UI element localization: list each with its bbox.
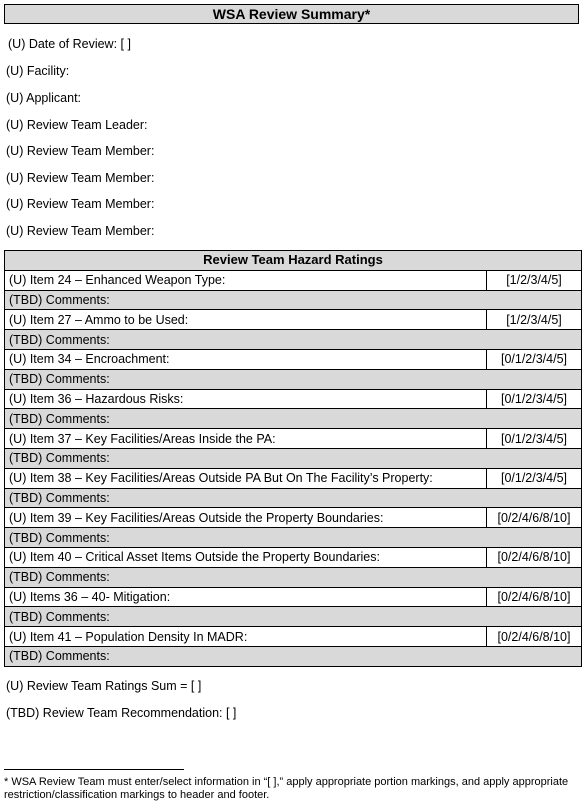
rating-item-label: (U) Item 38 – Key Facilities/Areas Outside PA But On The Facility’s Property: <box>5 468 487 488</box>
rating-row <box>5 270 582 290</box>
hazard-ratings-table <box>4 250 582 667</box>
info-field[interactable]: (U) Applicant: <box>6 91 82 105</box>
rating-row <box>5 547 582 567</box>
comment-field[interactable]: (TBD) Comments: <box>5 567 582 587</box>
comment-field[interactable]: (TBD) Comments: <box>5 607 582 627</box>
rating-scale-select[interactable]: [0/2/4/6/8/10] <box>487 587 582 607</box>
comment-row <box>5 290 582 310</box>
rating-scale-select[interactable]: [0/2/4/6/8/10] <box>487 627 582 647</box>
rating-scale-select[interactable]: [0/1/2/3/4/5] <box>487 389 582 409</box>
info-field[interactable]: (U) Review Team Member: <box>6 144 155 158</box>
ratings-sum-field[interactable]: (U) Review Team Ratings Sum = [ ] <box>6 679 202 693</box>
recommendation-field[interactable]: (TBD) Review Team Recommendation: [ ] <box>6 706 237 720</box>
comment-field[interactable]: (TBD) Comments: <box>5 528 582 548</box>
rating-scale-select[interactable]: [0/2/4/6/8/10] <box>487 508 582 528</box>
comment-field[interactable]: (TBD) Comments: <box>5 409 582 429</box>
info-field[interactable]: (U) Date of Review: [ ] <box>8 37 131 51</box>
info-field[interactable]: (U) Review Team Leader: <box>6 118 148 132</box>
rating-item-label: (U) Item 41 – Population Density In MADR: <box>5 627 487 647</box>
info-field[interactable]: (U) Facility: <box>6 64 70 78</box>
comment-field[interactable]: (TBD) Comments: <box>5 330 582 350</box>
info-field[interactable]: (U) Review Team Member: <box>6 224 155 238</box>
comment-row <box>5 567 582 587</box>
rating-scale-select[interactable]: [0/1/2/3/4/5] <box>487 429 582 449</box>
rating-scale-select[interactable]: [0/2/4/6/8/10] <box>487 547 582 567</box>
footnote-divider <box>4 769 184 770</box>
table-header: Review Team Hazard Ratings <box>5 251 582 271</box>
comment-field[interactable]: (TBD) Comments: <box>5 290 582 310</box>
footnote: * WSA Review Team must enter/select information in “[ ],” apply appropriate portion markings, and apply appropriate restriction/classification markings to header and footer. <box>4 776 569 801</box>
comment-row <box>5 409 582 429</box>
rating-row <box>5 429 582 449</box>
comment-row <box>5 646 582 666</box>
info-field[interactable]: (U) Review Team Member: <box>6 171 155 185</box>
comment-field[interactable]: (TBD) Comments: <box>5 646 582 666</box>
rating-item-label: (U) Item 40 – Critical Asset Items Outside the Property Boundaries: <box>5 547 487 567</box>
rating-item-label: (U) Item 34 – Encroachment: <box>5 349 487 369</box>
rating-row <box>5 349 582 369</box>
comment-field[interactable]: (TBD) Comments: <box>5 369 582 389</box>
comment-row <box>5 488 582 508</box>
info-field[interactable]: (U) Review Team Member: <box>6 197 155 211</box>
rating-item-label: (U) Item 39 – Key Facilities/Areas Outside the Property Boundaries: <box>5 508 487 528</box>
rating-scale-select[interactable]: [1/2/3/4/5] <box>487 270 582 290</box>
comment-row <box>5 448 582 468</box>
comment-field[interactable]: (TBD) Comments: <box>5 488 582 508</box>
rating-row <box>5 310 582 330</box>
rating-row <box>5 468 582 488</box>
rating-item-label: (U) Item 24 – Enhanced Weapon Type: <box>5 270 487 290</box>
comment-row <box>5 330 582 350</box>
comment-row <box>5 369 582 389</box>
rating-item-label: (U) Item 37 – Key Facilities/Areas Inside the PA: <box>5 429 487 449</box>
rating-row <box>5 587 582 607</box>
rating-scale-select[interactable]: [0/1/2/3/4/5] <box>487 349 582 369</box>
rating-row <box>5 508 582 528</box>
comment-field[interactable]: (TBD) Comments: <box>5 448 582 468</box>
comment-row <box>5 528 582 548</box>
rating-item-label: (U) Item 36 – Hazardous Risks: <box>5 389 487 409</box>
rating-scale-select[interactable]: [0/1/2/3/4/5] <box>487 468 582 488</box>
rating-row <box>5 389 582 409</box>
comment-row <box>5 607 582 627</box>
rating-item-label: (U) Item 27 – Ammo to be Used: <box>5 310 487 330</box>
rating-scale-select[interactable]: [1/2/3/4/5] <box>487 310 582 330</box>
rating-row <box>5 627 582 647</box>
summary-title: WSA Review Summary* <box>4 4 579 24</box>
rating-item-label: (U) Items 36 – 40- Mitigation: <box>5 587 487 607</box>
